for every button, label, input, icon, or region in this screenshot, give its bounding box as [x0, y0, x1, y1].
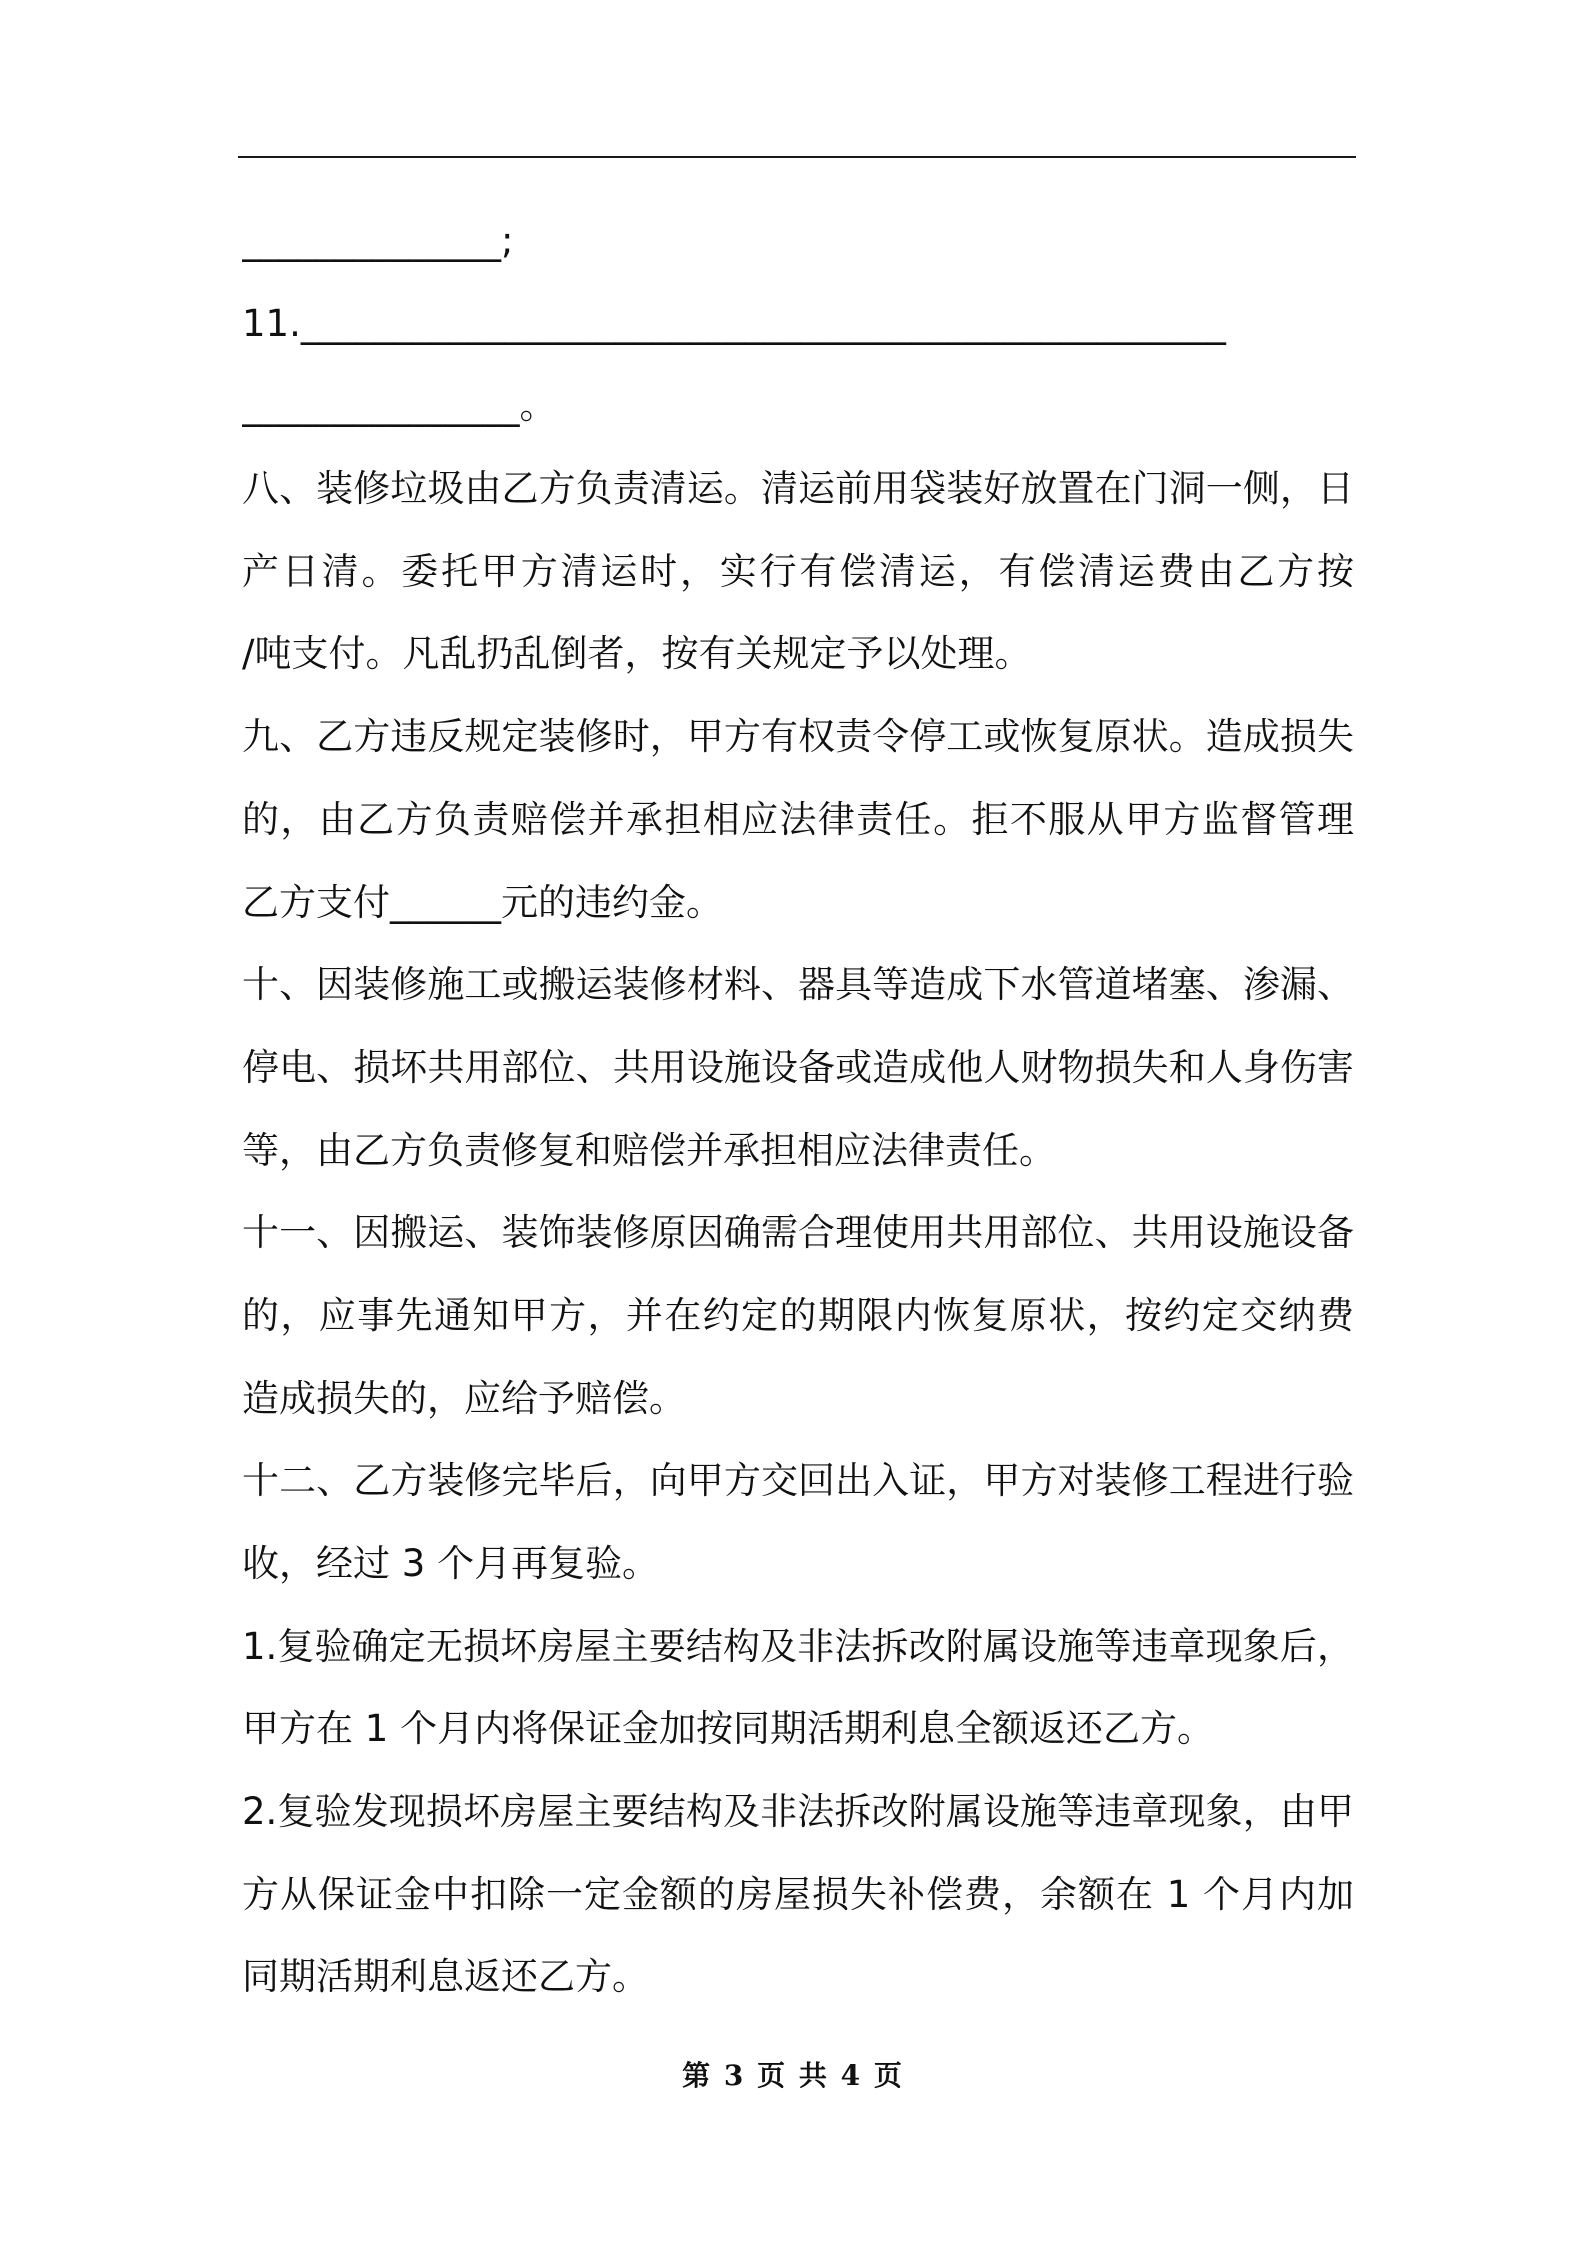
text-line: ______________;: [242, 219, 514, 262]
text-line: 十、因装修施工或搬运装修材料、器具等造成下水管道堵塞、渗漏、: [242, 963, 1354, 1007]
document-body: [242, 200, 1354, 2019]
text-line: 九、乙方违反规定装修时，甲方有权责令停工或恢复原状。造成损失: [242, 715, 1354, 759]
text-line: 同期活期利息返还乙方。: [242, 1955, 649, 1999]
text-line: 的，由乙方负责赔偿并承担相应法律责任。拒不服从甲方监督管理: [242, 797, 1354, 841]
text-line: 的，应事先通知甲方，并在约定的期限内恢复原状，按约定交纳费: [242, 1293, 1354, 1337]
text-line: 甲方在 1 个月内将保证金加按同期活期利息全额返还乙方。: [242, 1707, 1215, 1751]
text-line: 2.复验发现损坏房屋主要结构及非法拆改附属设施等违章现象，由甲: [242, 1790, 1354, 1834]
text-line: 11.__________________________________________________: [242, 301, 1226, 345]
text-line: 方从保证金中扣除一定金额的房屋损失补偿费，余额在 1 个月内加: [242, 1872, 1354, 1916]
text-line: 十二、乙方装修完毕后，向甲方交回出入证，甲方对装修工程进行验: [242, 1459, 1354, 1503]
header-rule: [238, 156, 1356, 158]
text-line: _______________。: [242, 384, 557, 428]
text-line: 造成损失的，应给予赔偿。: [242, 1376, 686, 1420]
text-line: 十一、因搬运、装饰装修原因确需合理使用共用部位、共用设施设备: [242, 1211, 1354, 1255]
text-line: 收，经过 3 个月再复验。: [242, 1542, 660, 1585]
text-line: 产日清。委托甲方清运时，实行有偿清运，有偿清运费由乙方按: [242, 549, 1354, 593]
text-line: 停电、损坏共用部位、共用设施设备或造成他人财物损失和人身伤害: [242, 1045, 1354, 1089]
text-line: /吨支付。凡乱扔乱倒者，按有关规定予以处理。: [242, 632, 1032, 676]
text-line: 等，由乙方负责修复和赔偿并承担相应法律责任。: [242, 1128, 1056, 1172]
text-line: 八、装修垃圾由乙方负责清运。清运前用袋装好放置在门洞一侧，日: [242, 467, 1354, 511]
text-line: 1.复验确定无损坏房屋主要结构及非法拆改附属设施等违章现象后，: [242, 1624, 1354, 1668]
text-line: 乙方支付______元的违约金。: [242, 880, 723, 924]
page-number: 第 3 页 共 4 页: [682, 2059, 904, 2092]
